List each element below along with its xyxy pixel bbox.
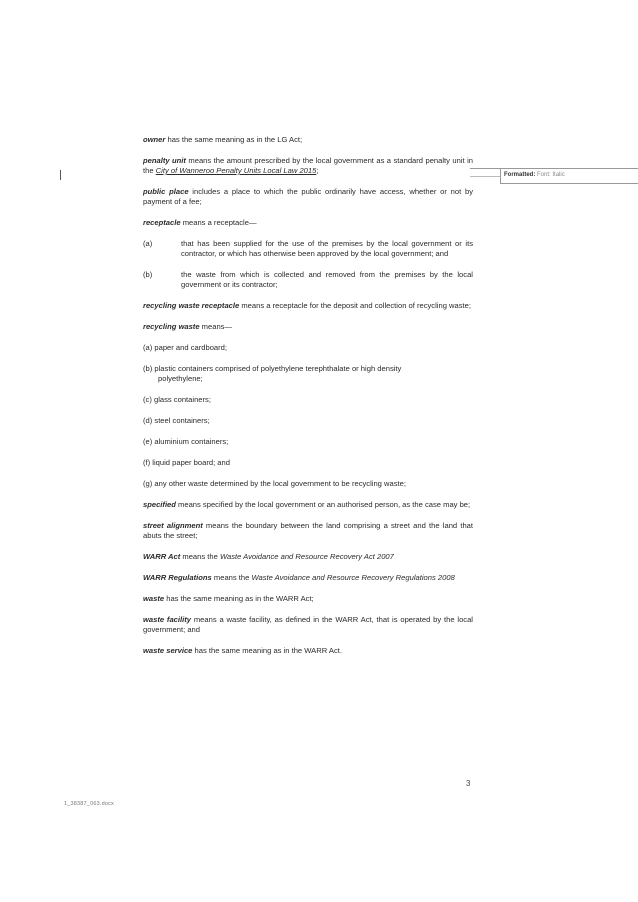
item-text: (d) steel containers; bbox=[143, 416, 210, 425]
term: WARR Act bbox=[143, 552, 181, 561]
revision-change-bar bbox=[60, 170, 61, 180]
local-law-reference: City of Wanneroo Penalty Units Local Law 2015 bbox=[155, 166, 317, 175]
term: street alignment bbox=[143, 521, 203, 530]
definition-text: has the same meaning as in the WARR Act. bbox=[192, 646, 342, 655]
definition-receptacle bbox=[143, 218, 473, 228]
recycling-item-e bbox=[143, 437, 473, 447]
item-label: (b) bbox=[143, 270, 153, 279]
item-text: (e) aluminium containers; bbox=[143, 437, 229, 446]
definition-public-place bbox=[143, 187, 473, 207]
definition-owner bbox=[143, 135, 473, 145]
definition-recycling-waste bbox=[143, 322, 473, 332]
definition-street-alignment bbox=[143, 521, 473, 541]
balloon-label: Formatted: bbox=[504, 172, 536, 178]
comment-connector-line bbox=[470, 176, 500, 177]
definition-text: means the bbox=[211, 573, 252, 582]
recycling-item-f bbox=[143, 458, 473, 468]
definition-text: has the same meaning as in the LG Act; bbox=[165, 135, 303, 144]
definition-text: means specified by the local government or an authorised person, as the case may be; bbox=[175, 500, 471, 509]
item-text: (c) glass containers; bbox=[143, 395, 211, 404]
item-label: (a) bbox=[143, 239, 153, 248]
term: owner bbox=[143, 135, 166, 144]
comment-top-border bbox=[470, 168, 638, 169]
definition-waste-facility bbox=[143, 615, 473, 635]
term: waste bbox=[143, 594, 165, 603]
item-text: that has been supplied for the use of the premises by the local government or its contractor, or which has otherwise been approved by the local government; and bbox=[181, 239, 473, 258]
item-text: (b) plastic containers comprised of polyethylene terephthalate or high density bbox=[143, 364, 402, 373]
item-text: the waste from which is collected and removed from the premises by the local government or its contractor; bbox=[181, 270, 473, 289]
definition-text: means— bbox=[199, 322, 233, 331]
receptacle-item-a bbox=[143, 239, 473, 259]
definition-text: has the same meaning as in the WARR Act; bbox=[164, 594, 314, 603]
comment-left-border bbox=[500, 168, 501, 183]
act-reference: Waste Avoidance and Resource Recovery Act 2007 bbox=[219, 552, 394, 561]
definition-text: means the amount prescribed by the local government as a standard penalty unit in the bbox=[143, 156, 473, 175]
definition-warr-act bbox=[143, 552, 473, 562]
recycling-item-b bbox=[143, 364, 473, 384]
item-text-continued: polyethylene; bbox=[158, 374, 203, 383]
recycling-item-c bbox=[143, 395, 473, 405]
term: recycling waste receptacle bbox=[143, 301, 240, 310]
definition-waste-service bbox=[143, 646, 473, 656]
item-text: (a) paper and cardboard; bbox=[143, 343, 228, 352]
definition-text: means a receptacle for the deposit and collection of recycling waste; bbox=[239, 301, 471, 310]
definition-text: means the bbox=[180, 552, 220, 561]
term: waste service bbox=[143, 646, 193, 655]
term: receptacle bbox=[143, 218, 181, 227]
term: public place bbox=[143, 187, 189, 196]
definition-recycling-waste-receptacle bbox=[143, 301, 473, 311]
recycling-item-d bbox=[143, 416, 473, 426]
definition-text: includes a place to which the public ordinarily have access, whether or not by payment of a fee; bbox=[143, 187, 473, 206]
formatting-balloon[interactable] bbox=[504, 171, 565, 179]
term: WARR Regulations bbox=[143, 573, 212, 582]
definition-text-end: ; bbox=[316, 166, 319, 175]
definition-specified bbox=[143, 500, 473, 510]
page-number: 3 bbox=[466, 779, 471, 788]
definition-text: means a waste facility, as defined in the WARR Act, that is operated by the local government; and bbox=[143, 615, 473, 634]
comment-bottom-border bbox=[500, 183, 638, 184]
definition-warr-regulations bbox=[143, 573, 473, 583]
recycling-item-a bbox=[143, 343, 473, 353]
definition-penalty-unit bbox=[143, 156, 473, 176]
term: waste facility bbox=[143, 615, 191, 624]
regulations-reference: Waste Avoidance and Resource Recovery Regulations 2008 bbox=[251, 573, 455, 582]
item-text: (g) any other waste determined by the local government to be recycling waste; bbox=[143, 479, 406, 488]
balloon-value: Font: Italic bbox=[537, 172, 565, 178]
term: penalty unit bbox=[143, 156, 186, 165]
definition-text: means a receptacle— bbox=[180, 218, 257, 227]
definition-text: means the boundary between the land comprising a street and the land that abuts the street; bbox=[143, 521, 473, 540]
document-file-id: 1_38387_063.docx bbox=[64, 801, 114, 807]
item-text: (f) liquid paper board; and bbox=[143, 458, 230, 467]
term: recycling waste bbox=[143, 322, 200, 331]
term: specified bbox=[143, 500, 176, 509]
recycling-item-g bbox=[143, 479, 473, 489]
definition-waste bbox=[143, 594, 473, 604]
definitions-body bbox=[143, 135, 473, 667]
receptacle-item-b bbox=[143, 270, 473, 290]
